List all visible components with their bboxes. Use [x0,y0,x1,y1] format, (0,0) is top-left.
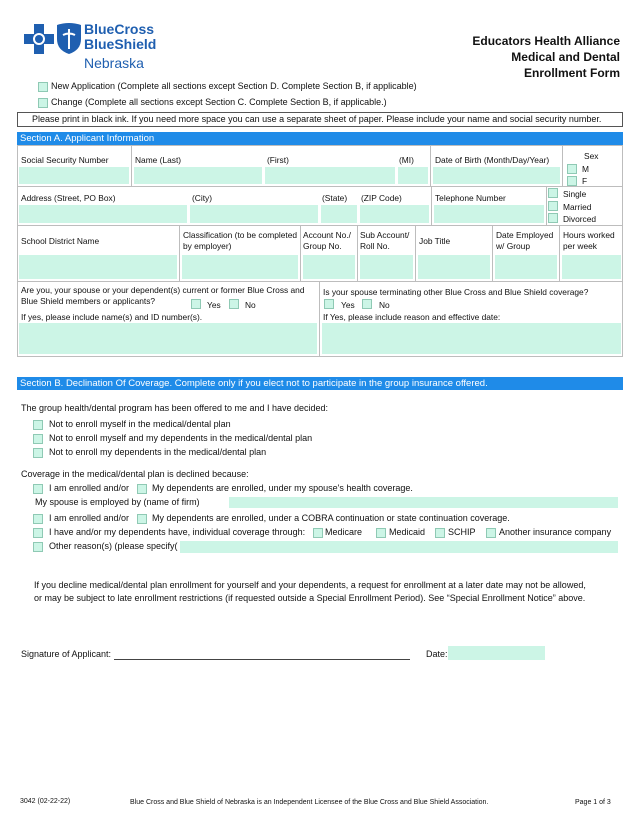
terminating-yes-label: Yes [341,300,355,310]
another-insurance-label: Another insurance company [499,527,612,537]
account-no-field[interactable] [303,255,355,279]
member-ifyes-label: If yes, please include name(s) and ID number(s). [21,312,203,322]
opt1-label: Not to enroll myself in the medical/dental plan [49,419,231,429]
footer-page-number: Page 1 of 3 [575,799,611,806]
form-title-line2: Medical and Dental [511,50,620,64]
spouse-employed-label: My spouse is employed by (name of firm) [35,497,200,507]
signature-line[interactable] [114,659,410,660]
name-first-label: (First) [267,155,289,165]
medicare-checkbox[interactable] [313,528,323,538]
member-question: Are you, your spouse or your dependent(s) current or former Blue Cross and Blue Shield members or applicants? [21,285,305,306]
classification-label: Classification (to be completed by employer) [183,230,298,251]
logo-line2: BlueShield [84,36,157,52]
spouse-employer-field[interactable] [229,497,618,508]
other-reason-label: Other reason(s) (please specify( [49,541,178,551]
state-label: (State) [322,193,348,203]
sub-account-label: Sub Account/ Roll No. [360,230,410,251]
dob-label: Date of Birth (Month/Day/Year) [435,155,550,165]
declined-because-label: Coverage in the medical/dental plan is declined because: [21,469,249,479]
hours-worked-field[interactable] [562,255,621,279]
medicaid-checkbox[interactable] [376,528,386,538]
opt3-checkbox[interactable] [33,448,43,458]
form-title-line1: Educators Health Alliance [472,34,620,48]
opt1-checkbox[interactable] [33,420,43,430]
phone-label: Telephone Number [435,193,506,203]
ssn-field[interactable] [19,167,129,184]
classification-field[interactable] [182,255,298,279]
date-employed-field[interactable] [495,255,557,279]
single-checkbox[interactable] [548,188,558,198]
section-a-table [17,145,623,357]
city-label: (City) [192,193,213,203]
account-no-label: Account No./ Group No. [303,230,351,251]
r1-self-label: I am enrolled and/or [49,483,130,493]
r1-self-checkbox[interactable] [33,484,43,494]
r2-dependents-label: My dependents are enrolled, under a COBRA continuation or state continuation coverage. [152,513,510,523]
logo [24,22,174,74]
r1-dependents-label: My dependents are enrolled, under my spouse's health coverage. [152,483,413,493]
phone-field[interactable] [434,205,544,223]
name-last-field[interactable] [134,167,262,184]
name-last-label: Name (Last) [135,155,182,165]
other-reason-field[interactable] [180,541,618,553]
opt3-label: Not to enroll my dependents in the medical/dental plan [49,447,267,457]
zip-field[interactable] [360,205,429,223]
terminating-question: Is your spouse terminating other Blue Cross and Blue Shield coverage? [323,287,589,297]
member-no-checkbox[interactable] [229,299,239,309]
terminating-reason-field[interactable] [322,323,621,354]
opt2-checkbox[interactable] [33,434,43,444]
notice-line1: If you decline medical/dental plan enrollment for yourself and your dependents, a request for enrollment at a later date may not be allowed, [34,580,586,590]
blue-cross-icon [24,24,54,54]
member-no-label: No [245,300,256,310]
address-field[interactable] [19,205,187,223]
new-application-label: New Application (Complete all sections except Section D. Complete Section B, if applicable) [51,81,417,91]
divorced-label: Divorced [563,214,597,224]
other-reason-checkbox[interactable] [33,542,43,552]
footer-licensee: Blue Cross and Blue Shield of Nebraska is an Independent Licensee of the Blue Cross and Blue Shield Association. [130,799,489,806]
r3-individual-checkbox[interactable] [33,528,43,538]
section-a-header: Section A. Applicant Information [17,132,623,145]
r1-dependents-checkbox[interactable] [137,484,147,494]
medicare-label: Medicare [325,527,363,537]
divorced-checkbox[interactable] [548,213,558,223]
terminating-yes-checkbox[interactable] [324,299,334,309]
signature-label: Signature of Applicant: [21,649,112,659]
notice-line2: or may be subject to late enrollment restrictions (if requested outside a Special Enrollment Period). See “Special Enrollment Notice” above. [34,593,586,603]
new-application-checkbox[interactable] [38,82,48,92]
sex-f-label: F [582,176,588,186]
blue-shield-icon [56,23,82,55]
sex-label: Sex [584,151,599,161]
job-title-label: Job Title [419,236,451,246]
school-district-field[interactable] [19,255,177,279]
state-field[interactable] [321,205,357,223]
schip-checkbox[interactable] [435,528,445,538]
footer-form-number: 3042 (02-22-22) [20,798,71,805]
form-title [472,33,620,81]
address-label: Address (Street, PO Box) [21,193,116,203]
terminating-ifyes-label: If Yes, please include reason and effective date: [323,312,501,322]
form-title-line3: Enrollment Form [523,66,620,80]
member-names-field[interactable] [19,323,317,354]
schip-label: SCHIP [448,527,476,537]
member-yes-checkbox[interactable] [191,299,201,309]
opt2-label: Not to enroll myself and my dependents in the medical/dental plan [49,433,313,443]
another-insurance-checkbox[interactable] [486,528,496,538]
r2-self-label: I am enrolled and/or [49,513,130,523]
medicaid-label: Medicaid [389,527,426,537]
terminating-no-label: No [379,300,390,310]
date-field[interactable] [448,646,545,660]
r2-self-checkbox[interactable] [33,514,43,524]
zip-label: (ZIP Code) [361,193,402,203]
terminating-no-checkbox[interactable] [362,299,372,309]
married-label: Married [563,202,592,212]
name-mi-field[interactable] [398,167,428,184]
instruction-text: Please print in black ink. If you need more space you can use a separate sheet of paper. Please include your name and social security number. [32,114,602,124]
r2-dependents-checkbox[interactable] [137,514,147,524]
single-label: Single [563,189,587,199]
change-checkbox[interactable] [38,98,48,108]
job-title-field[interactable] [418,255,490,279]
date-label: Date: [426,649,448,659]
name-mi-label: (MI) [399,155,414,165]
date-employed-label: Date Employed w/ Group [496,230,554,251]
instruction-bar [17,112,623,127]
section-b-header: Section B. Declination Of Coverage. Complete only if you elect not to participate in the group insurance offered. [17,377,623,390]
dob-field[interactable] [433,167,560,184]
change-label: Change (Complete all sections except Section C. Complete Section B, if applicable.) [51,97,387,107]
married-checkbox[interactable] [548,201,558,211]
member-yes-label: Yes [207,300,221,310]
sex-m-label: M [582,164,589,174]
r3-individual-label: I have and/or my dependents have, individual coverage through: [49,527,306,537]
logo-line1: BlueCross [84,21,155,37]
sub-account-field[interactable] [360,255,413,279]
section-b-intro: The group health/dental program has been offered to me and I have decided: [21,403,329,413]
logo-line3: Nebraska [84,55,144,71]
sex-f-checkbox[interactable] [567,176,577,186]
ssn-label: Social Security Number [21,155,109,165]
school-district-label: School District Name [21,236,100,246]
hours-worked-label: Hours worked per week [563,230,615,251]
name-first-field[interactable] [265,167,395,184]
city-field[interactable] [190,205,318,223]
sex-m-checkbox[interactable] [567,164,577,174]
